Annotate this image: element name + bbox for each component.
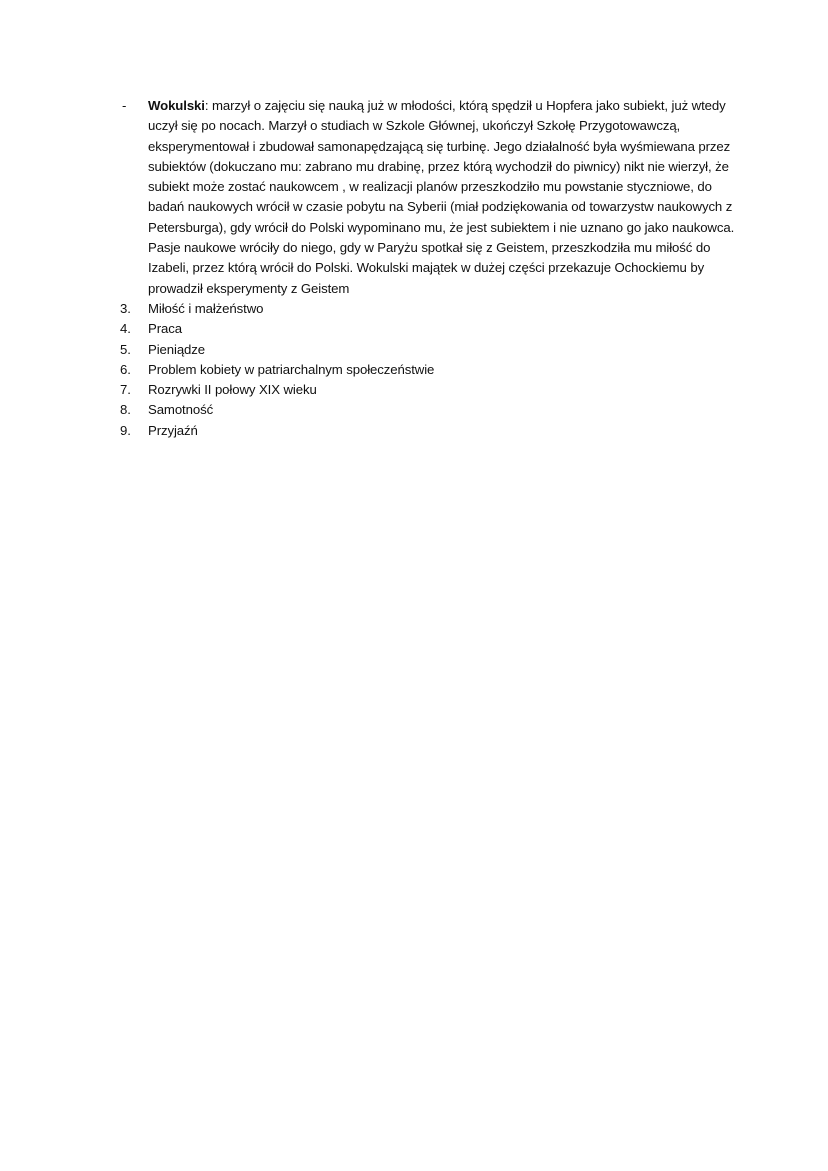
bullet-name: Wokulski: [148, 98, 205, 113]
list-item-number: 3.: [120, 300, 131, 316]
list-item: [120, 421, 750, 441]
list-item-number: 7.: [120, 382, 131, 398]
list-item-number: 4.: [120, 321, 131, 337]
list-item-number: 8.: [120, 402, 131, 418]
list-item-number: 9.: [120, 422, 131, 438]
list-item-label: Pieniądze: [148, 341, 206, 357]
document-content: [120, 96, 750, 441]
list-item: [120, 319, 750, 339]
list-item-label: Samotność: [148, 402, 214, 418]
list-item-label: Rozrywki II połowy XIX wieku: [148, 382, 317, 398]
numbered-list: [120, 299, 750, 441]
list-item: [120, 380, 750, 400]
bullet-item-wokulski: [120, 96, 750, 299]
bullet-paragraph: [148, 96, 750, 299]
list-item-label: Problem kobiety w patriarchalnym społeczeństwie: [148, 361, 435, 377]
list-item-number: 5.: [120, 341, 131, 357]
list-item: [120, 299, 750, 319]
bullet-body-text: : marzył o zajęciu się nauką już w młodości, którą spędził u Hopfera jako subiekt, już wtedy uczył się po nocach. Marzył o studiach w Szkole Głównej, ukończył Szkołę Przygotowawczą, eksperymentował i zbudował samonapędzającą się turbinę. Jego działalność była wyśmiewana przez subiektów (dokuczano mu: zabrano mu drabinę, przez którą wychodził do piwnicy) nikt nie wierzył, że subiekt może zostać naukowcem , w realizacji planów przeszkodziło mu powstanie styczniowe, do badań naukowych wrócił w czasie pobytu na Syberii (miał podziękowania od towarzystw naukowych z Petersburga), gdy wrócił do Polski wypominano mu, że jest subiektem i nie uznano go jako naukowca. Pasje naukowe wróciły do niego, gdy w Paryżu spotkał się z Geistem, przeszkodziła mu miłość do Izabeli, przez którą wrócił do Polski. Wokulski majątek w dużej części przekazuje Ochockiemu by prowadził eksperymenty z Geistem: [148, 98, 735, 296]
list-item: [120, 340, 750, 360]
list-item: [120, 400, 750, 420]
bullet-marker: -: [122, 98, 127, 113]
list-item-label: Praca: [148, 321, 182, 337]
list-item-label: Miłość i małżeństwo: [148, 300, 264, 316]
list-item-number: 6.: [120, 361, 131, 377]
list-item: [120, 360, 750, 380]
list-item-label: Przyjaźń: [148, 422, 198, 438]
